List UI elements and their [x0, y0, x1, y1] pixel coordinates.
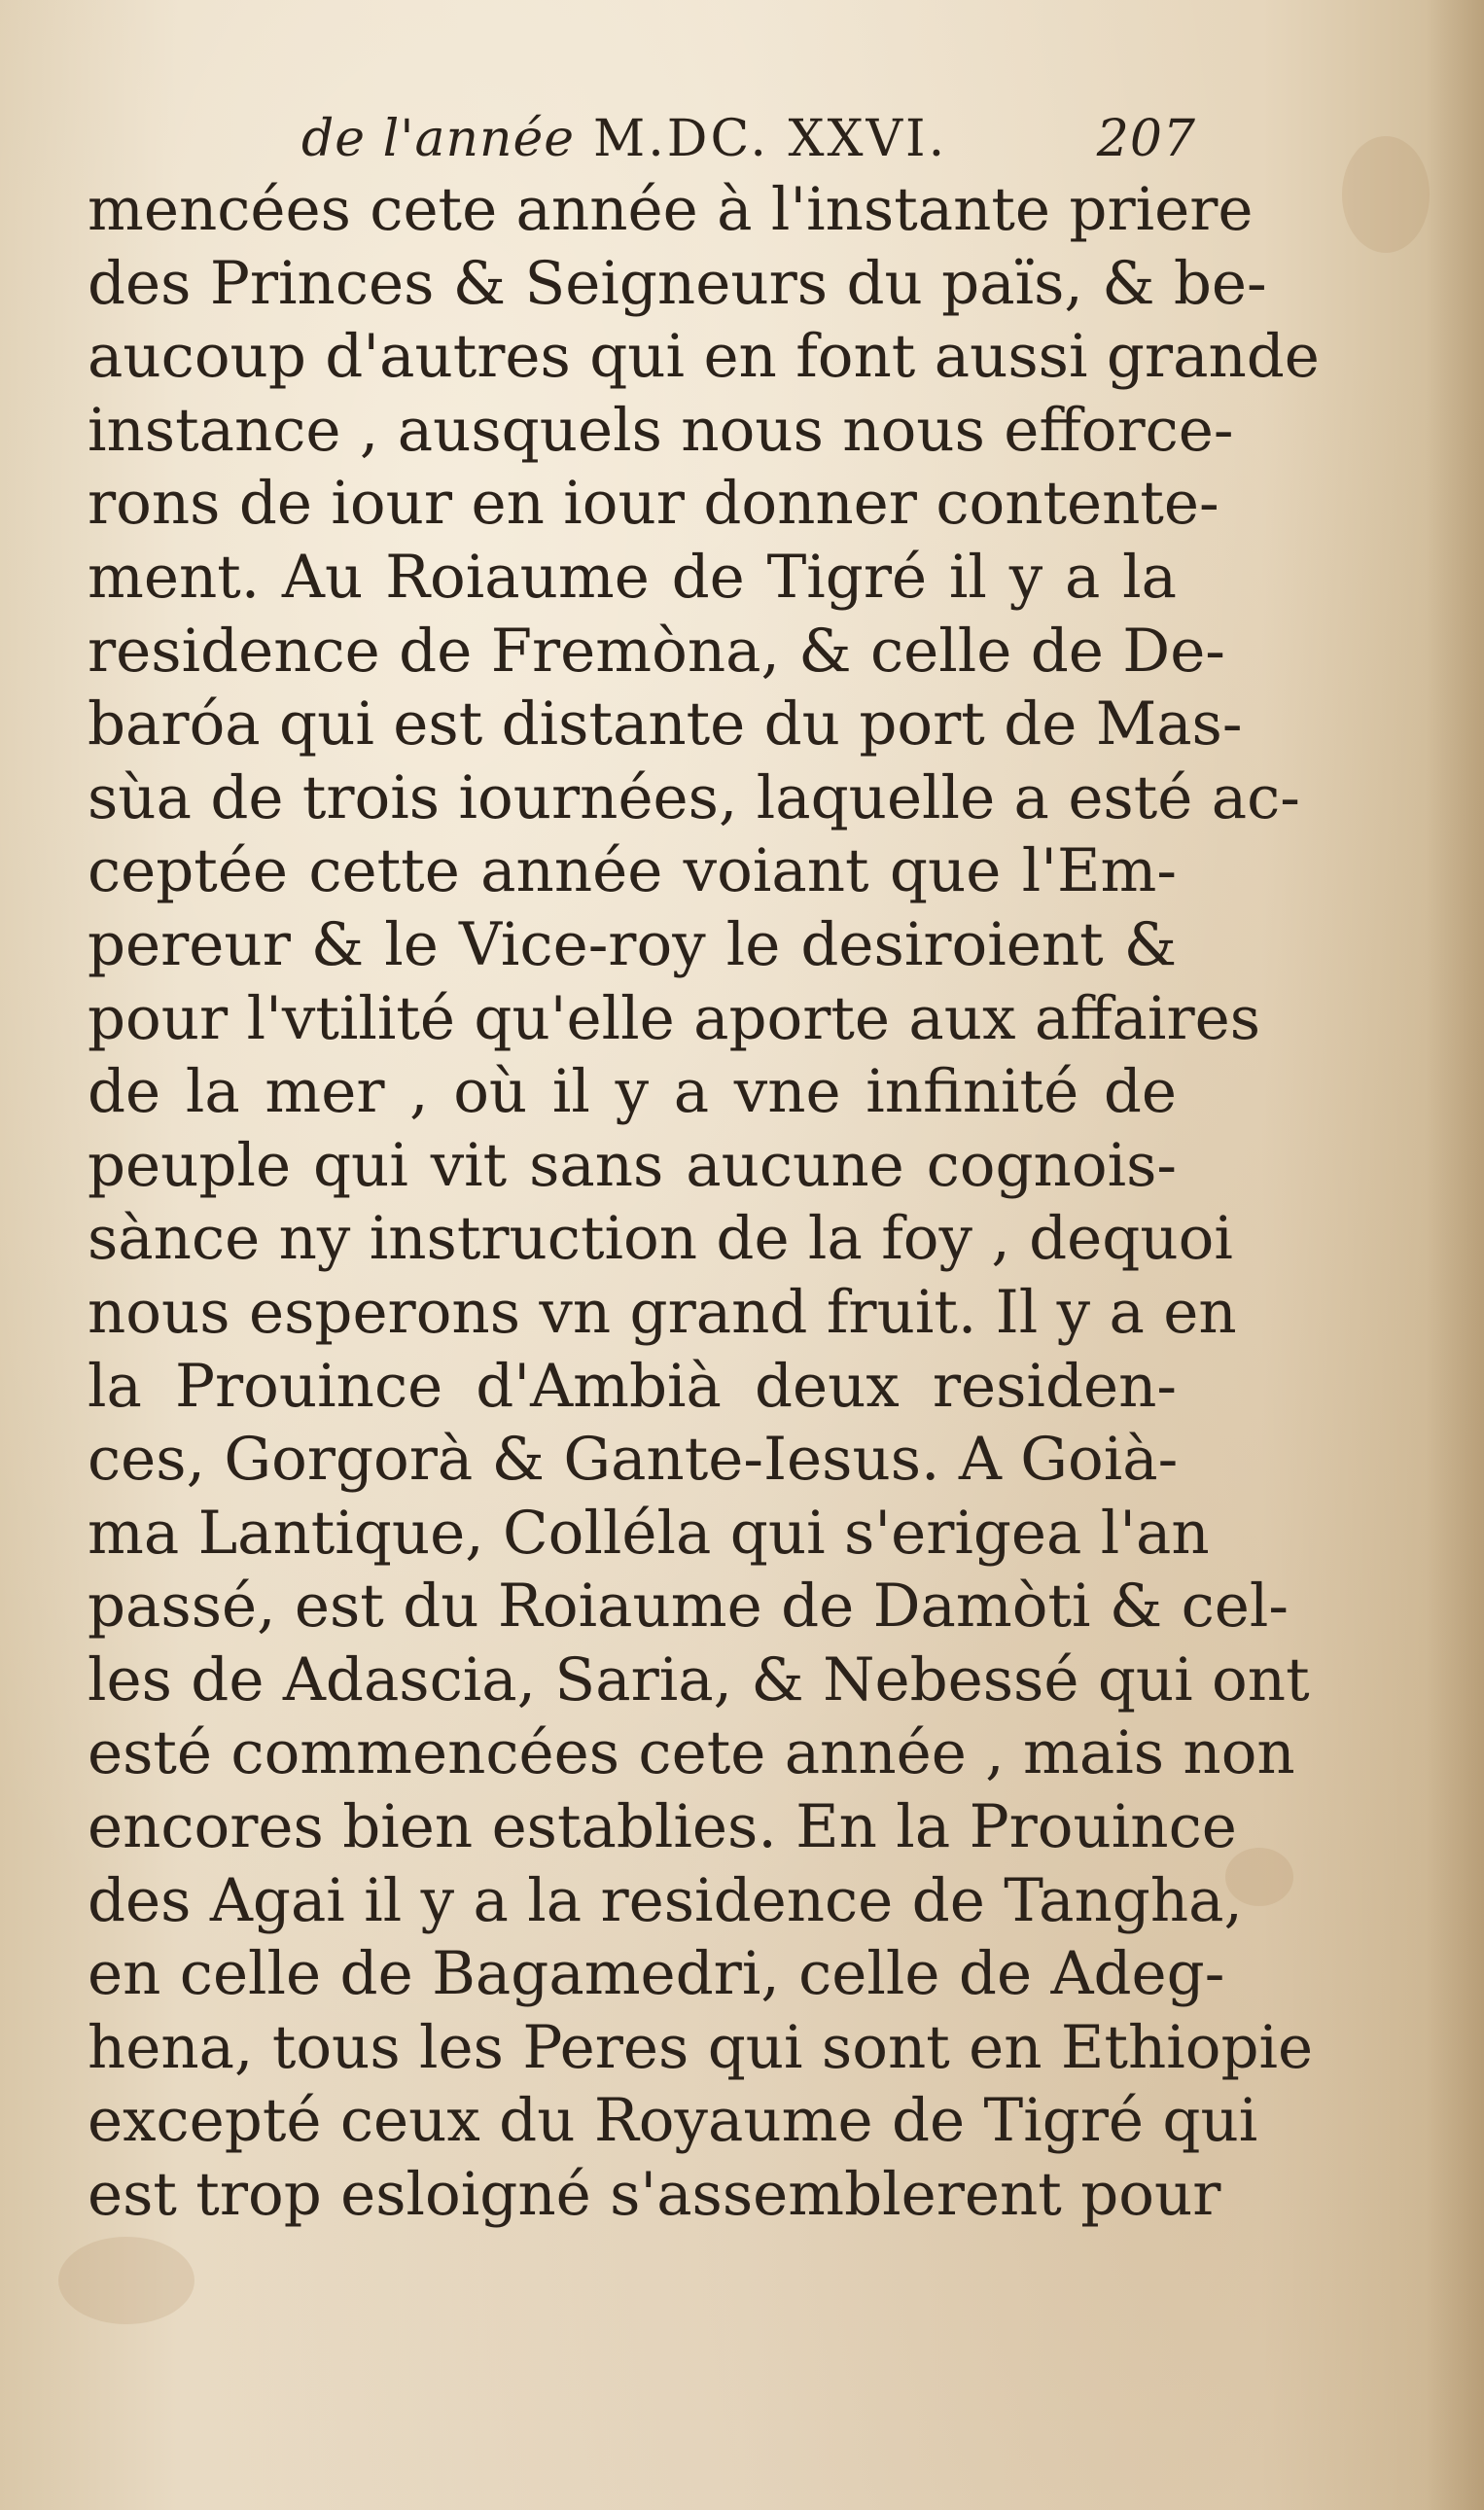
text-line: ma Lantique, Colléla qui s'erigea l'an: [88, 1498, 1210, 1568]
text-line: en celle de Bagamedri, celle de Adeg-: [88, 1939, 1225, 2009]
text-line: pour l'vtilité qu'elle aporte aux affaires: [88, 983, 1261, 1053]
text-line: ces, Gorgorà & Gante-Iesus. A Goià-: [88, 1425, 1179, 1495]
text-line: rons de iour en iour donner contente-: [88, 469, 1219, 539]
text-line: excepté ceux du Royaume de Tigré qui: [88, 2086, 1258, 2156]
paper-stain: [1342, 136, 1430, 253]
running-head: [301, 105, 1196, 173]
body-text: [88, 173, 1320, 2232]
text-line: encores bien establies. En la Prouince: [88, 1792, 1237, 1862]
text-line: nous esperons vn grand fruit. Il y a en: [88, 1277, 1237, 1347]
text-line: des Princes & Seigneurs du païs, & be-: [88, 248, 1267, 318]
text-line: ment. Au Roiaume de Tigré il y a la: [88, 542, 1177, 612]
running-title: de l'année: [301, 110, 576, 168]
text-line: de la mer , où il y a vne infinité de: [88, 1057, 1177, 1127]
text-line: la Prouince d'Ambià deux residen-: [88, 1351, 1177, 1421]
paper-stain: [58, 2237, 194, 2324]
text-line: mencées cete année à l'instante priere: [88, 175, 1254, 244]
text-line: sànce ny instruction de la foy , dequoi: [88, 1204, 1233, 1274]
text-line: baróa qui est distante du port de Mas-: [88, 689, 1243, 760]
text-line: esté commencées cete année , mais non: [88, 1718, 1295, 1788]
text-line: est trop esloigné s'assemblerent pour: [88, 2160, 1221, 2230]
text-line: sùa de trois iournées, laquelle a esté ac-: [88, 762, 1300, 832]
text-line: les de Adascia, Saria, & Nebessé qui ont: [88, 1644, 1310, 1715]
page-number: 207: [1096, 110, 1196, 168]
text-line: aucoup d'autres qui en font aussi grande: [88, 322, 1320, 392]
text-line: hena, tous les Peres qui sont en Ethiopie: [88, 2012, 1314, 2082]
text-line: peuple qui vit sans aucune cognois-: [88, 1130, 1177, 1200]
text-line: residence de Fremòna, & celle de De-: [88, 616, 1225, 686]
text-line: passé, est du Roiaume de Damòti & cel-: [88, 1572, 1289, 1642]
text-line: des Agai il y a la residence de Tangha,: [88, 1865, 1243, 1935]
running-year: M.DC. XXVI.: [593, 110, 948, 168]
text-line: pereur & le Vice-roy le desiroient &: [88, 909, 1177, 979]
text-line: instance , ausquels nous nous efforce-: [88, 395, 1234, 465]
text-line: ceptée cette année voiant que l'Em-: [88, 836, 1177, 906]
page-edge-shadow: [1426, 0, 1484, 2510]
